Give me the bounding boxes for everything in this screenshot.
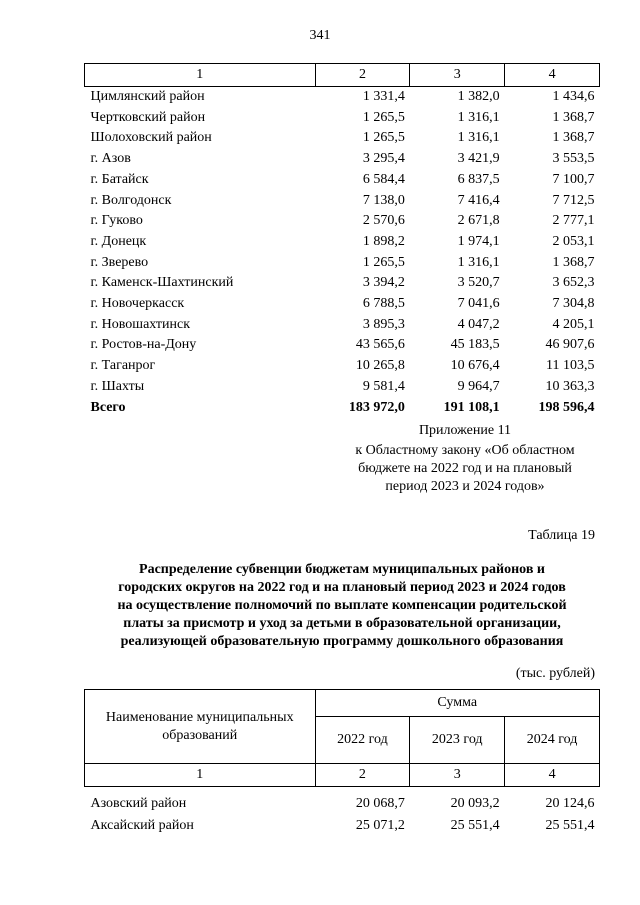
value-2024: 7 712,5 (552, 192, 595, 208)
value-2024: 11 103,5 (546, 358, 595, 374)
table-row (85, 294, 600, 315)
table-row (85, 273, 600, 294)
value-2023: 1 974,1 (457, 233, 500, 249)
value-2024: 3 652,3 (552, 275, 595, 291)
table-row (85, 149, 600, 170)
row-name: Шолоховский район (90, 130, 212, 146)
header-year-2022: 2022 год (315, 717, 410, 764)
table-row (85, 232, 600, 253)
table-row (85, 815, 600, 837)
header-name-cell (85, 690, 316, 764)
subsidy-table-continued (84, 63, 600, 418)
column-number: 1 (85, 64, 316, 87)
value-2022: 2 570,6 (362, 213, 405, 229)
row-name: г. Донецк (90, 233, 147, 249)
value-2022: 3 895,3 (362, 316, 405, 332)
column-number: 1 (85, 764, 316, 787)
value-2022: 3 394,2 (362, 275, 405, 291)
table-row (85, 128, 600, 149)
value-2022: 6 788,5 (362, 296, 405, 312)
value-2024: 20 124,6 (545, 796, 595, 811)
row-name: г. Азов (90, 151, 131, 167)
table-row (85, 787, 600, 816)
column-number: 3 (410, 64, 505, 87)
appendix-title: Приложение 11 (418, 423, 512, 438)
value-2023: 3 421,9 (457, 151, 500, 167)
total-2024: 198 596,4 (538, 399, 595, 415)
value-2023: 7 041,6 (457, 296, 500, 312)
total-row (85, 398, 600, 419)
header-row (85, 690, 600, 717)
table-row (85, 108, 600, 129)
value-2024: 1 434,6 (552, 89, 595, 104)
value-2024: 46 907,6 (545, 337, 595, 353)
table-heading (84, 561, 600, 651)
value-2024: 1 368,7 (552, 109, 595, 125)
value-2022: 3 295,4 (362, 151, 405, 167)
row-name: г. Батайск (90, 171, 149, 187)
heading-line: реализующей образовательную программу дошкольного образования (120, 634, 564, 649)
column-number-row (85, 764, 600, 787)
table-row (85, 87, 600, 108)
heading-line: городских округов на 2022 год и на плановый период 2023 и 2024 годов (118, 580, 566, 595)
total-label: Всего (90, 399, 126, 415)
heading-line: Распределение субвенции бюджетам муниципальных районов и (139, 562, 545, 577)
value-2024: 2 777,1 (552, 213, 595, 229)
appendix-line: бюджете на 2022 год и на плановый (358, 461, 572, 476)
appendix-line: к Областному закону «Об областном (355, 443, 575, 458)
header-sum: Сумма (315, 690, 600, 717)
column-number: 3 (410, 764, 505, 787)
value-2024: 10 363,3 (545, 378, 595, 394)
value-2024: 2 053,1 (552, 233, 595, 249)
table-row (85, 211, 600, 232)
table-row (85, 191, 600, 212)
row-name: г. Каменск-Шахтинский (90, 275, 234, 291)
total-2022: 183 972,0 (348, 399, 405, 415)
value-2023: 1 316,1 (457, 109, 500, 125)
appendix-block (330, 422, 600, 496)
value-2024: 4 205,1 (552, 316, 595, 332)
heading-line: на осуществление полномочий по выплате компенсации родительской (117, 598, 567, 613)
value-2022: 1 265,5 (362, 130, 405, 146)
value-2023: 4 047,2 (457, 316, 500, 332)
units-label: (тыс. рублей) (515, 666, 595, 681)
row-name: г. Зверево (90, 254, 149, 270)
value-2022: 9 581,4 (362, 378, 405, 394)
value-2022: 1 331,4 (362, 89, 405, 104)
heading-line: платы за присмотр и уход за детьми в образовательной организации, (123, 616, 561, 631)
value-2024: 1 368,7 (552, 254, 595, 270)
value-2022: 1 898,2 (362, 233, 405, 249)
value-2023: 3 520,7 (457, 275, 500, 291)
header-name-line: образований (162, 727, 238, 743)
value-2022: 1 265,5 (362, 109, 405, 125)
table-row (85, 170, 600, 191)
total-2023: 191 108,1 (443, 399, 500, 415)
value-2023: 1 382,0 (457, 89, 500, 104)
value-2024: 7 304,8 (552, 296, 595, 312)
value-2023: 10 676,4 (450, 358, 500, 374)
value-2023: 2 671,8 (457, 213, 500, 229)
row-name: г. Новошахтинск (90, 316, 191, 332)
table-row (85, 356, 600, 377)
value-2022: 20 068,7 (355, 796, 405, 811)
header-year-2023: 2023 год (410, 717, 505, 764)
row-name: г. Волгодонск (90, 192, 172, 208)
row-name: Азовский район (90, 796, 187, 811)
column-number: 4 (505, 764, 600, 787)
row-name: Цимлянский район (90, 89, 205, 104)
column-number-row (85, 64, 600, 87)
table-row (85, 315, 600, 336)
value-2024: 1 368,7 (552, 130, 595, 146)
row-name: г. Гуково (90, 213, 143, 229)
value-2022: 25 071,2 (355, 818, 405, 833)
row-name: Аксайский район (90, 818, 194, 833)
row-name: Чертковский район (90, 109, 206, 125)
value-2023: 45 183,5 (450, 337, 500, 353)
value-2022: 6 584,4 (362, 171, 405, 187)
value-2024: 7 100,7 (552, 171, 595, 187)
page-number: 341 (309, 28, 331, 43)
header-year-2024: 2024 год (505, 717, 600, 764)
row-name: г. Ростов-на-Дону (90, 337, 197, 353)
column-number: 2 (315, 764, 410, 787)
value-2022: 10 265,8 (355, 358, 405, 374)
value-2023: 20 093,2 (450, 796, 500, 811)
value-2023: 9 964,7 (457, 378, 500, 394)
value-2022: 7 138,0 (362, 192, 405, 208)
value-2024: 25 551,4 (545, 818, 595, 833)
table-row (85, 253, 600, 274)
header-name-line: Наименование муниципальных (105, 709, 294, 725)
column-number: 2 (315, 64, 410, 87)
table-number: Таблица 19 (528, 528, 595, 543)
table-row (85, 377, 600, 398)
value-2022: 1 265,5 (362, 254, 405, 270)
column-number: 4 (505, 64, 600, 87)
value-2024: 3 553,5 (552, 151, 595, 167)
value-2022: 43 565,6 (355, 337, 405, 353)
value-2023: 7 416,4 (457, 192, 500, 208)
table-row (85, 335, 600, 356)
subsidy-table-19 (84, 689, 600, 837)
row-name: г. Таганрог (90, 358, 156, 374)
value-2023: 25 551,4 (450, 818, 500, 833)
row-name: г. Шахты (90, 378, 145, 394)
row-name: г. Новочеркасск (90, 296, 185, 312)
appendix-line: период 2023 и 2024 годов» (385, 479, 545, 494)
value-2023: 1 316,1 (457, 254, 500, 270)
value-2023: 6 837,5 (457, 171, 500, 187)
value-2023: 1 316,1 (457, 130, 500, 146)
